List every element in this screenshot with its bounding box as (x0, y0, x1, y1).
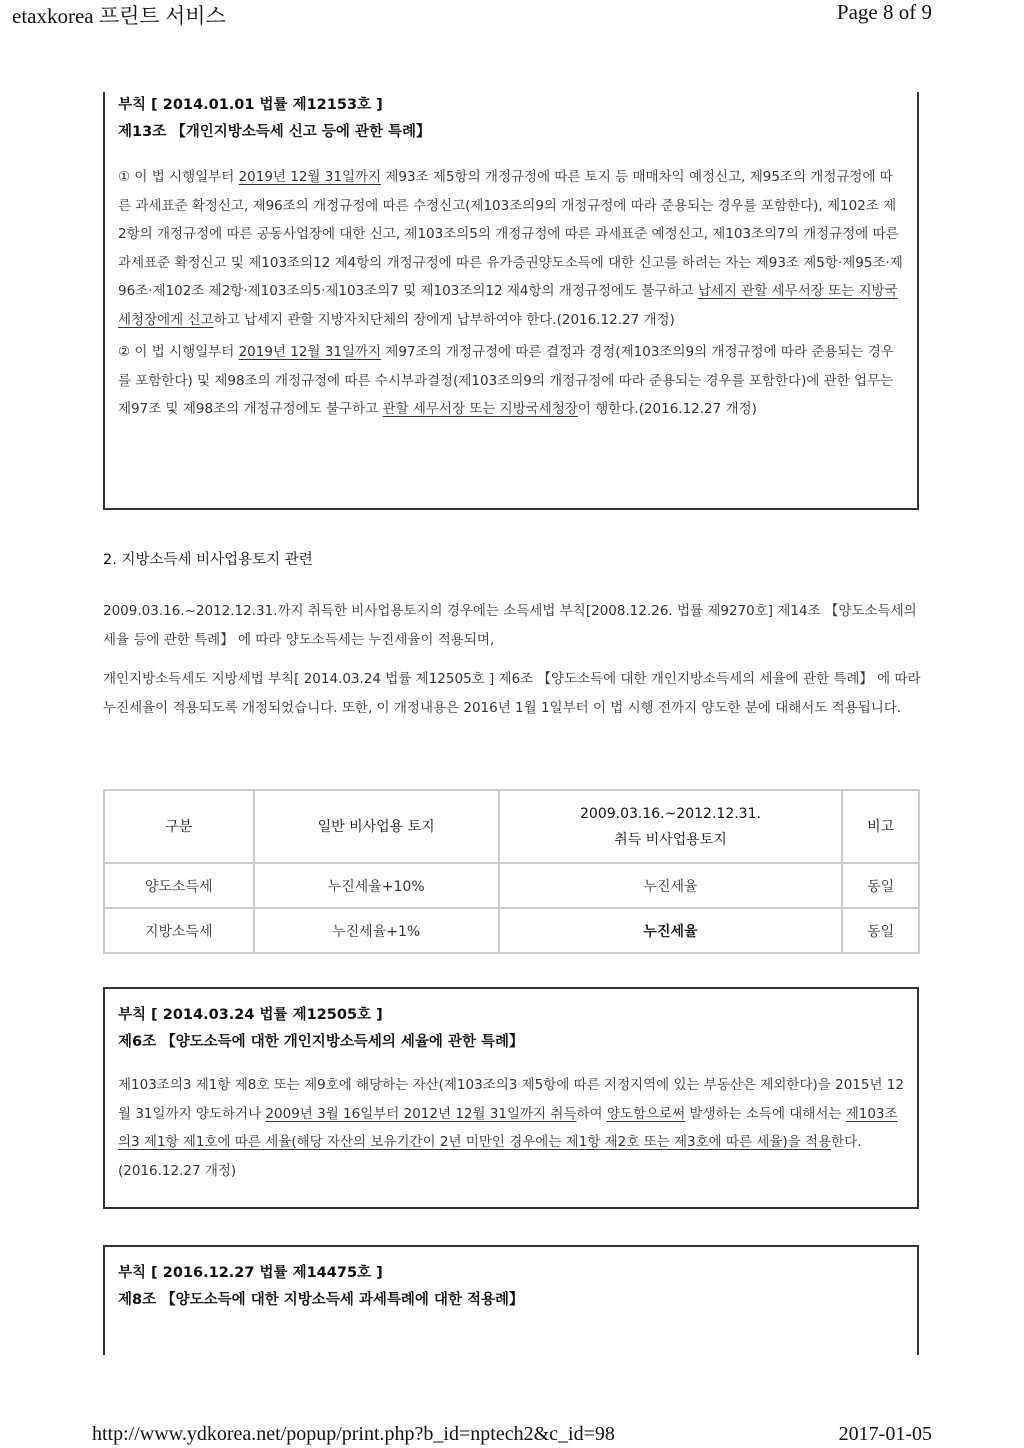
article-paragraph-1: ① 이 법 시행일부터 2019년 12월 31일까지 제93조 제5항의 개정규정에 따른 토지 등 매매차익 예정신고, 제95조의 개정규정에 따른 과세표준 확정신고, 제96조의 개정규정에 따른 수정신고(제103조의9의 개정규정에 따라 준용되는 경우를 포함한다), 제102조 제2항의 개정규정에 따른 공동사업장에 대한 신고, 제103조의5의 개정규정에 따른 과세표준 예정신고, 제103조의7의 개정규정에 따른 과세표준 확정신고 및 제103조의12 제4항의 개정규정에 따른 유가증권양도소득에 대한 신고를 하려는 자는 제93조 제5항·제95조·제96조·제102조 제2항·제103조의5·제103조의7 및 제103조의12 제4항의 개정규정에도 불구하고 납세지 관할 세무서장 또는 지방국세청장에게 신고하고 납세지 관할 지방자치단체의 장에게 납부하여야 한다.(2016.12.27 개정) (118, 169, 903, 328)
table-cell: 동일 (842, 908, 919, 953)
table-cell: 양도소득세 (104, 863, 254, 908)
page-number: Page 8 of 9 (836, 0, 932, 24)
table-cell: 누진세율 (499, 863, 842, 908)
section-paragraph-1: 2009.03.16.~2012.12.31.까지 취득한 비사업용토지의 경우에는 소득세법 부칙[2008.12.26. 법률 제9270호] 제14조 【양도소득세의 세율 등에 관한 특례】 에 따라 양도소득세는 누진세율이 적용되며, (103, 603, 917, 648)
col-header-category: 구분 (104, 790, 254, 863)
addendum-article-title: 제6조 【양도소득에 대한 개인지방소득세의 세율에 관한 특례】 (118, 1034, 524, 1050)
print-service-title: etaxkorea 프린트 서비스 (12, 4, 226, 28)
table-cell: 누진세율+10% (254, 863, 499, 908)
addendum-article-title: 제8조 【양도소득에 대한 지방소득세 과세특례에 대한 적용례】 (118, 1292, 524, 1308)
print-date: 2017-01-05 (838, 1423, 932, 1445)
col-header-remarks: 비고 (842, 790, 919, 863)
table-row (104, 908, 919, 953)
section-title: 2. 지방소득세 비사업용토지 관련 (103, 552, 313, 568)
article-paragraph-2: ② 이 법 시행일부터 2019년 12월 31일까지 제97조의 개정규정에 따른 결정과 경정(제103조의9의 개정규정에 따라 준용되는 경우를 포함한다) 및 제98조의 개정규정에 따른 수시부과결정(제103조의9의 개정규정에 따라 준용되는 경우를 포함한다)에 관한 업무는 제97조 및 제98조의 개정규정에도 불구하고 관할 세무서장 또는 지방국세청장이 행한다.(2016.12.27 개정) (118, 344, 894, 417)
table-header-row (104, 790, 919, 863)
section-paragraph-2: 개인지방소득세도 지방세법 부칙[ 2014.03.24 법률 제12505호 ] 제6조 【양도소득에 대한 개인지방소득세의 세율에 관한 특례】 에 따라 누진세율이 적용되도록 개정되었습니다. 또한, 이 개정내용은 2016년 1월 1일부터 이 법 시행 전까지 양도한 분에 대해서도 적용됩니다. (103, 671, 921, 716)
table-cell: 누진세율+1% (254, 908, 499, 953)
addendum-box-2014-03-24 (103, 987, 919, 1209)
col-header-acquired-land: 2009.03.16.~2012.12.31. 취득 비사업용토지 (499, 790, 842, 863)
addendum-box-2014-01-01 (103, 92, 919, 510)
addendum-title: 부칙 [ 2014.03.24 법률 제12505호 ] (118, 1007, 383, 1023)
table-row (104, 863, 919, 908)
tax-rate-comparison-table (103, 789, 920, 954)
article-paragraph: 제103조의3 제1항 제8호 또는 제9호에 해당하는 자산(제103조의3 제5항에 따른 지정지역에 있는 부동산은 제외한다)을 2015년 12월 31일까지 양도하거나 2009년 3월 16일부터 2012년 12월 31일까지 취득하여 양도함으로써 발생하는 소득에 대해서는 제103조의3 제1항 제1호에 따른 세율(해당 자산의 보유기간이 2년 미만인 경우에는 제1항 제2호 또는 제3호에 따른 세율)을 적용한다.(2016.12.27 개정) (118, 1077, 904, 1179)
table-cell: 지방소득세 (104, 908, 254, 953)
col-header-general-land: 일반 비사업용 토지 (254, 790, 499, 863)
addendum-article-title: 제13조 【개인지방소득세 신고 등에 관한 특례】 (118, 124, 431, 140)
source-url: http://www.ydkorea.net/popup/print.php?b_id=nptech2&c_id=98 (92, 1423, 615, 1445)
table-cell: 동일 (842, 863, 919, 908)
addendum-title: 부칙 [ 2014.01.01 법률 제12153호 ] (118, 97, 383, 113)
addendum-box-2016-12-27 (103, 1245, 919, 1355)
addendum-title: 부칙 [ 2016.12.27 법률 제14475호 ] (118, 1265, 383, 1281)
table-cell: 누진세율 (499, 908, 842, 953)
